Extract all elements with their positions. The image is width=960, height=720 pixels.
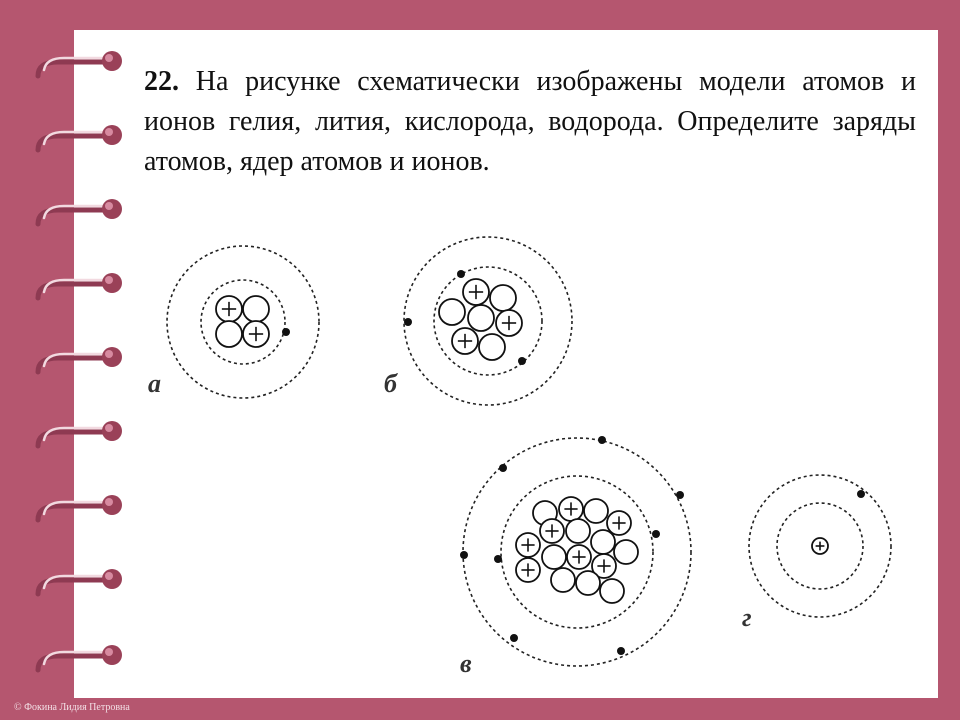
task-text: [144, 62, 916, 182]
diagram-label-a: а: [148, 369, 161, 398]
diagram-label-g: г: [742, 603, 752, 632]
diagram-label-b: б: [384, 369, 397, 398]
task-body: На рисунке схематически изображены модели атомов и ионов гелия, лития, кислорода, водорода. Определите заряды атомов, ядер атомов и ионов.: [144, 66, 917, 177]
task-number: 22.: [144, 66, 179, 97]
diagram-label-v: в: [460, 649, 472, 678]
copyright-footer: © Фокина Лидия Петровна: [14, 702, 130, 713]
